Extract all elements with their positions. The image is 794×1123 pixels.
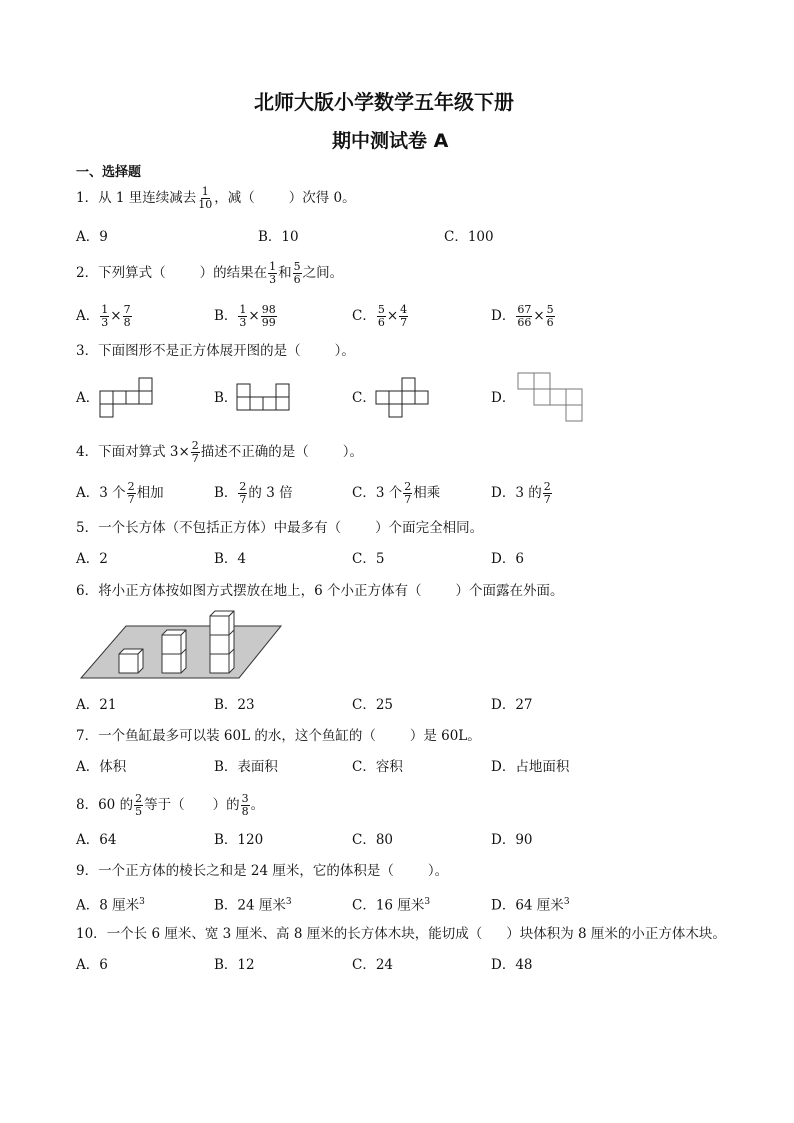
q2-option-c[interactable]: C． $\frac{5}{6}$ × $\frac{4}{7}$ [352,303,408,329]
q10-option-b[interactable]: B．12 [214,957,255,973]
q5-option-a[interactable]: A．2 [76,551,108,567]
question-8: 8．60 的 $\frac{2}{5}$ 等于（ ）的 $\frac{3}{8}$ 。 [76,792,265,818]
q2-fraction-1: $\frac{1}{3}$ [269,260,277,286]
q10-option-c[interactable]: C．24 [352,957,394,973]
q10-option-d[interactable]: D．48 [491,957,533,973]
cube-net-c-figure [376,377,432,419]
cubes-on-floor-figure [78,614,284,682]
q4-option-b[interactable]: B． $\frac{2}{7}$ 的 3 倍 [214,480,293,506]
q8-option-d[interactable]: D．90 [491,832,533,848]
q8-fraction-1: $\frac{2}{5}$ [135,792,143,818]
q8-fraction-2: $\frac{3}{8}$ [241,792,249,818]
q6-option-d[interactable]: D．27 [491,697,533,713]
cube-net-a-figure [100,377,156,419]
q2-option-b[interactable]: B． $\frac{1}{3}$ × $\frac{98}{99}$ [214,303,276,329]
q1-text: 从 1 里连续减去 [98,190,197,206]
q1-fraction: $\frac{1}{10}$ [198,185,213,211]
q8-option-c[interactable]: C．80 [352,832,394,848]
q2-fraction-2: $\frac{5}{6}$ [293,260,301,286]
question-4: 4．下面对算式 3× $\frac{2}{7}$ 描述不正确的是（ ）。 [76,439,364,465]
question-3: 3．下面图形不是正方体展开图的是（ ）。 [76,343,355,359]
q7-option-d[interactable]: D．占地面积 [491,759,570,775]
q4-option-a[interactable]: A．3 个 $\frac{2}{7}$ 相加 [76,480,164,506]
question-6: 6．将小正方体按如图方式摆放在地上，6 个小正方体有（ ）个面露在外面。 [76,583,564,599]
q8-option-b[interactable]: B．120 [214,832,264,848]
q4-option-d[interactable]: D．3 的 $\frac{2}{7}$ [491,480,551,506]
q1-option-b[interactable]: B．10 [258,229,299,245]
q7-option-c[interactable]: C．容积 [352,759,403,775]
q9-option-b[interactable]: B．24 厘米$^3$ [214,897,292,914]
q3-option-d-label[interactable]: D． [491,390,516,406]
q3-option-b-label[interactable]: B． [214,390,238,406]
page-title: 北师大版小学数学五年级下册 [254,90,514,114]
q1-option-a[interactable]: A．9 [76,229,108,245]
question-7: 7．一个鱼缸最多可以装 60L 的水，这个鱼缸的（ ）是 60L。 [76,728,481,744]
question-9: 9．一个正方体的棱长之和是 24 厘米，它的体积是（ ）。 [76,863,449,879]
q4-option-c[interactable]: C．3 个 $\frac{2}{7}$ 相乘 [352,480,441,506]
question-5: 5．一个长方体（不包括正方体）中最多有（ ）个面完全相同。 [76,520,484,536]
q1-number: 1． [76,190,99,206]
q7-option-b[interactable]: B．表面积 [214,759,278,775]
q9-option-a[interactable]: A．8 厘米$^3$ [76,897,145,914]
q7-option-a[interactable]: A．体积 [76,759,127,775]
q3-option-c-label[interactable]: C． [352,390,376,406]
q9-option-c[interactable]: C．16 厘米$^3$ [352,897,431,914]
q4-fraction: $\frac{2}{7}$ [191,439,199,465]
q6-option-b[interactable]: B．23 [214,697,255,713]
q5-option-b[interactable]: B．4 [214,551,247,567]
cube-net-b-figure [237,383,293,413]
q10-option-a[interactable]: A．6 [76,957,108,973]
q9-option-d[interactable]: D．64 厘米$^3$ [491,897,570,914]
cube-net-d-figure [518,372,588,424]
page-subtitle: 期中测试卷 A [332,130,449,152]
question-10: 10．一个长 6 厘米、宽 3 厘米、高 8 厘米的长方体木块，能切成（ ）块体积为 8 厘米的小正方体木块。 [76,926,726,942]
section-heading: 一、选择题 [76,165,142,180]
q2-option-d[interactable]: D． $\frac{67}{66}$ × $\frac{5}{6}$ [491,303,554,329]
q5-option-d[interactable]: D．6 [491,551,524,567]
q5-option-c[interactable]: C．5 [352,551,385,567]
q6-option-c[interactable]: C．25 [352,697,394,713]
question-2: 2．下列算式（ ）的结果在 $\frac{1}{3}$ 和 $\frac{5}{6}$ 之间。 [76,260,344,286]
q6-option-a[interactable]: A．21 [76,697,117,713]
q3-option-a-label[interactable]: A． [76,390,100,406]
q1-option-c[interactable]: C．100 [444,229,494,245]
q8-option-a[interactable]: A．64 [76,832,117,848]
question-1: 1．从 1 里连续减去 $\frac{1}{10}$ ，减（ ）次得 0。 [76,185,356,211]
q2-option-a[interactable]: A． $\frac{1}{3}$ × $\frac{7}{8}$ [76,303,131,329]
